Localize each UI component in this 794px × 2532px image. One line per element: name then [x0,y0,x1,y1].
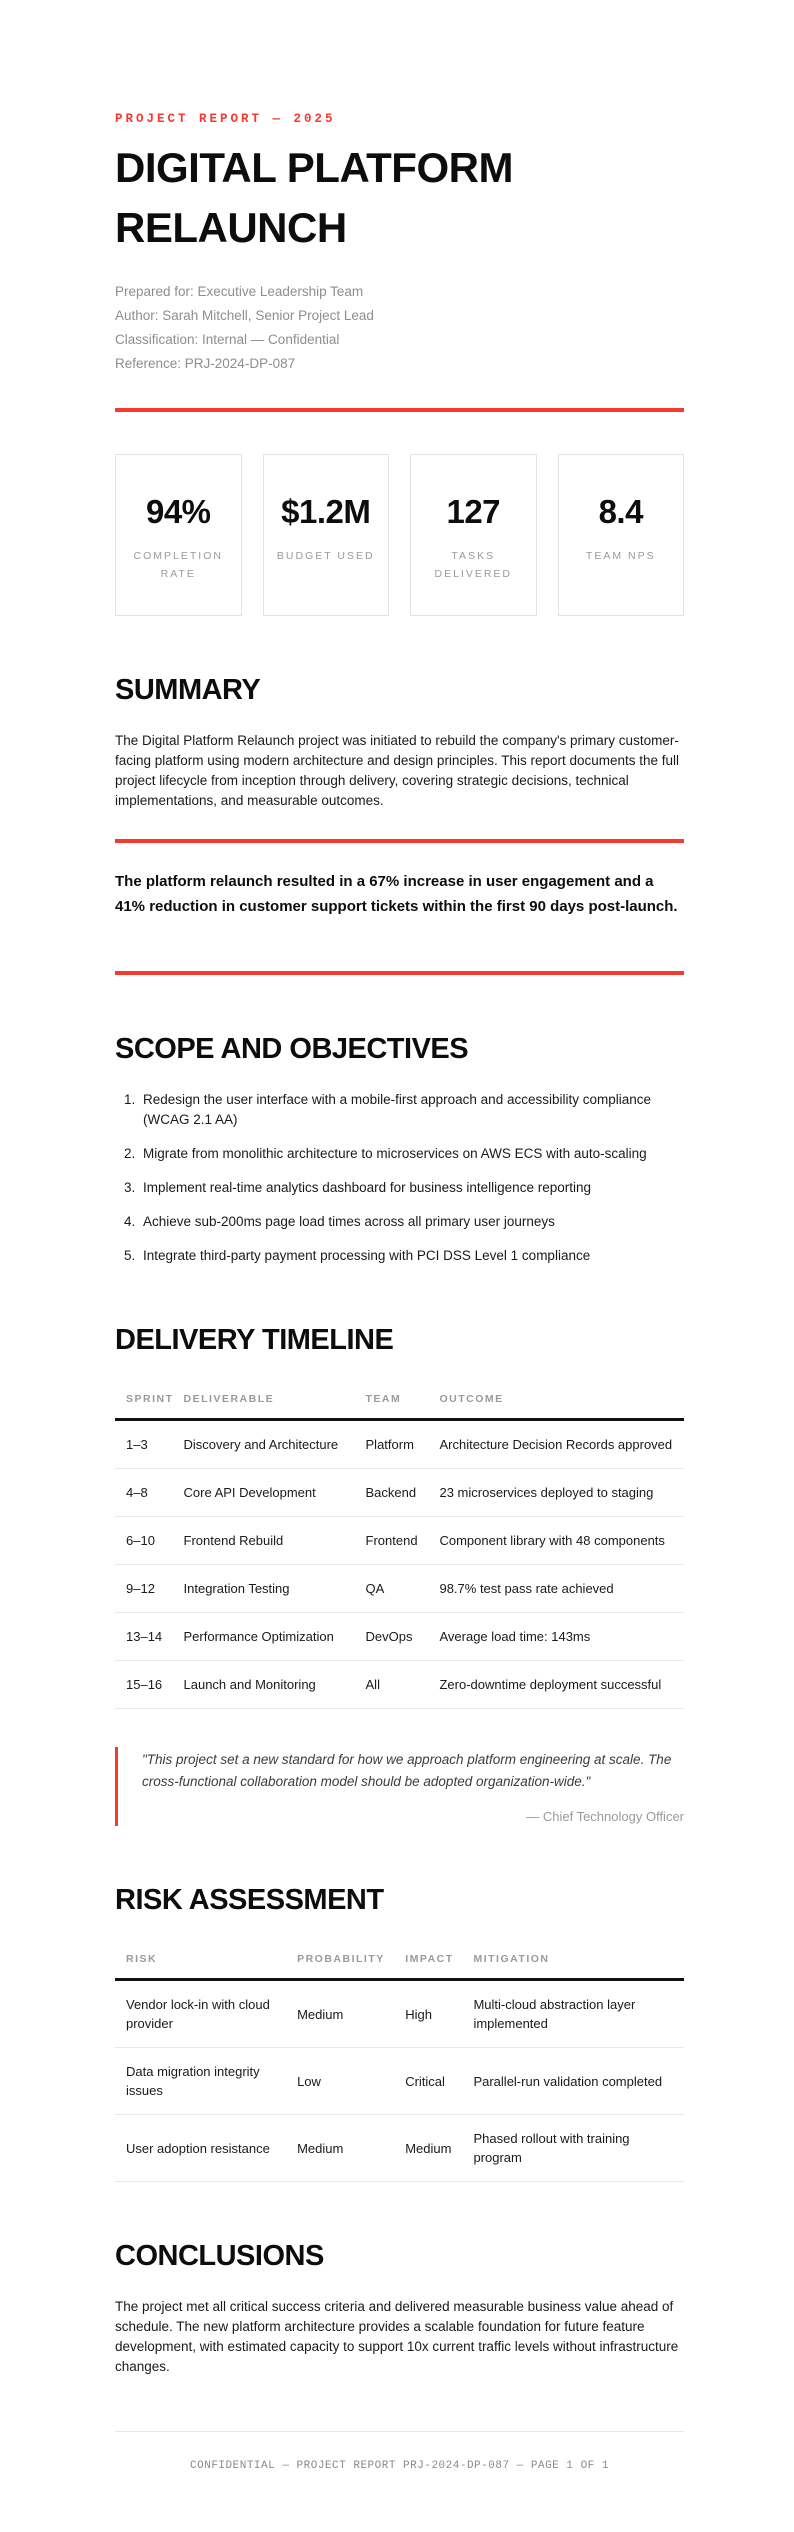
meta-prepared-for: Prepared for: Executive Leadership Team [115,284,364,299]
quote-attribution: — Chief Technology Officer [526,1809,684,1824]
cell-mitigation: Multi-cloud abstraction layer implemented [473,1980,684,2048]
cell-mitigation: Phased rollout with training program [473,2115,684,2182]
timeline-header-row [115,1381,684,1420]
timeline-heading: DELIVERY TIMELINE [115,1324,394,1356]
timeline-header-sprint: SPRINT [115,1381,184,1420]
table-row [115,1420,684,1469]
cell-probability: Low [297,2048,405,2115]
cell-sprint: 4–8 [115,1469,184,1517]
timeline-table [115,1381,684,1709]
cell-deliverable: Core API Development [184,1469,366,1517]
meta-author: Author: Sarah Mitchell, Senior Project Lead [115,308,374,323]
risk-header-row [115,1941,684,1980]
report-eyebrow: PROJECT REPORT — 2025 [115,112,336,126]
table-row [115,1661,684,1709]
cell-team: DevOps [366,1613,440,1661]
objective-item: 5. Integrate third-party payment processing with PCI DSS Level 1 compliance [139,1246,684,1266]
cell-impact: Critical [405,2048,473,2115]
cell-outcome: Architecture Decision Records approved [439,1420,684,1469]
stat-value: $1.2M [281,493,371,530]
cell-deliverable: Frontend Rebuild [184,1517,366,1565]
stats-row [115,454,684,616]
stat-completion-rate [115,454,242,616]
cell-probability: Medium [297,1980,405,2048]
cell-sprint: 6–10 [115,1517,184,1565]
table-row [115,2048,684,2115]
table-row [115,1565,684,1613]
divider-rule [115,971,684,975]
stat-label: TEAM NPS [585,550,656,562]
stat-value: 94% [145,493,211,530]
cell-team: Frontend [366,1517,440,1565]
conclusions-paragraph: The project met all critical success criteria and delivered measurable business value ahead of schedule. The new platform architecture provides a scalable foundation for future feature development, with estimated capacity to support 10x current traffic levels without infrastructure changes. [115,2299,679,2374]
cell-deliverable: Launch and Monitoring [184,1661,366,1709]
cto-quote [115,1747,684,1826]
timeline-header-team: TEAM [366,1381,440,1420]
stat-team-nps [558,454,685,616]
cell-mitigation: Parallel-run validation completed [473,2048,684,2115]
table-row [115,2115,684,2182]
divider-rule [115,408,684,412]
key-result-callout: The platform relaunch resulted in a 67% increase in user engagement and a 41% reduction in customer support tickets within the first 90 days post-launch. [115,873,678,915]
stat-label: TASKS DELIVERED [434,550,513,580]
cell-sprint: 15–16 [115,1661,184,1709]
risk-header-probability: PROBABILITY [297,1941,405,1980]
cell-deliverable: Performance Optimization [184,1613,366,1661]
cell-team: All [366,1661,440,1709]
scope-heading: SCOPE AND OBJECTIVES [115,1033,469,1065]
table-row [115,1469,684,1517]
objective-item: 3. Implement real-time analytics dashboard for business intelligence reporting [139,1178,684,1198]
meta-reference: Reference: PRJ-2024-DP-087 [115,356,296,371]
cell-team: Platform [366,1420,440,1469]
divider-rule [115,839,684,843]
stat-value: 127 [446,493,501,530]
cell-outcome: Average load time: 143ms [439,1613,684,1661]
cell-probability: Medium [297,2115,405,2182]
summary-paragraph: The Digital Platform Relaunch project was initiated to rebuild the company's primary customer-facing platform using modern architecture and design principles. This report documents the full project lifecycle from inception through delivery, covering strategic decisions, technical implementations, and measurable outcomes. [115,733,680,808]
objective-item: 2. Migrate from monolithic architecture to microservices on AWS ECS with auto-scaling [139,1144,684,1164]
cell-team: QA [366,1565,440,1613]
risk-heading: RISK ASSESSMENT [115,1884,384,1916]
cell-sprint: 1–3 [115,1420,184,1469]
stat-tasks-delivered [410,454,537,616]
cell-risk: Vendor lock-in with cloud provider [115,1980,297,2048]
objective-item: 1. Redesign the user interface with a mobile-first approach and accessibility compliance (WCAG 2.1 AA) [139,1090,684,1130]
cell-impact: Medium [405,2115,473,2182]
cell-risk: User adoption resistance [115,2115,297,2182]
cell-team: Backend [366,1469,440,1517]
cell-outcome: 23 microservices deployed to staging [439,1469,684,1517]
cell-outcome: 98.7% test pass rate achieved [439,1565,684,1613]
stat-budget-used [263,454,390,616]
quote-text: "This project set a new standard for how we approach platform engineering at scale. The cross-functional collaboration model should be adopted organization-wide." [142,1752,672,1789]
footer-confidential-text: CONFIDENTIAL — PROJECT REPORT PRJ-2024-DP-087 — PAGE 1 OF 1 [190,2460,609,2472]
objectives-list [115,1090,684,1266]
meta-classification: Classification: Internal — Confidential [115,332,340,347]
cell-outcome: Component library with 48 components [439,1517,684,1565]
summary-heading: SUMMARY [115,674,261,706]
table-row [115,1517,684,1565]
risk-header-impact: IMPACT [405,1941,473,1980]
page-footer [115,2431,684,2472]
stat-label: COMPLETION RATE [133,550,223,580]
cell-deliverable: Integration Testing [184,1565,366,1613]
report-meta [115,280,684,376]
cell-risk: Data migration integrity issues [115,2048,297,2115]
cell-sprint: 13–14 [115,1613,184,1661]
objective-item: 4. Achieve sub-200ms page load times across all primary user journeys [139,1212,684,1232]
stat-label: BUDGET USED [276,550,375,562]
table-row [115,1980,684,2048]
timeline-header-deliverable: DELIVERABLE [184,1381,366,1420]
risk-table [115,1941,684,2182]
table-row [115,1613,684,1661]
cell-deliverable: Discovery and Architecture [184,1420,366,1469]
report-title: DIGITAL PLATFORM RELAUNCH [115,144,513,251]
timeline-header-outcome: OUTCOME [439,1381,684,1420]
risk-header-mitigation: MITIGATION [473,1941,684,1980]
risk-header-risk: RISK [115,1941,297,1980]
stat-value: 8.4 [598,493,643,530]
cell-sprint: 9–12 [115,1565,184,1613]
cell-outcome: Zero-downtime deployment successful [439,1661,684,1709]
cell-impact: High [405,1980,473,2048]
conclusions-heading: CONCLUSIONS [115,2240,324,2272]
